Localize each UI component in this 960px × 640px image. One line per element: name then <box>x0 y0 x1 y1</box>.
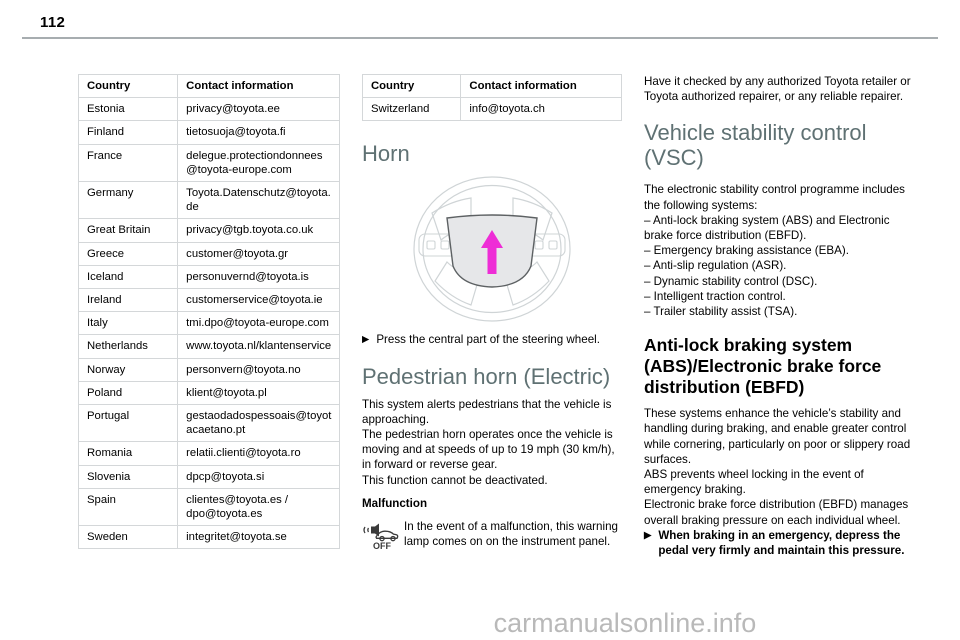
table-row <box>79 526 340 549</box>
table-row <box>79 182 340 219</box>
contact-table-middle <box>362 74 622 121</box>
site-watermark: carmanualsonline.info <box>493 608 757 638</box>
cell-country: Estonia <box>79 98 178 121</box>
cell-contact: privacy@tgb.toyota.co.uk <box>178 219 340 242</box>
vsc-list-item: – Emergency braking assistance (EBA). <box>644 244 849 258</box>
cell-country: Sweden <box>79 526 178 549</box>
warning-lamp-off-label: OFF <box>373 541 391 551</box>
table-body <box>79 98 340 549</box>
table-row <box>363 98 622 121</box>
abs-instruction-text: When braking in an emergency, depress the pedal very firmly and maintain this pressure. <box>658 528 905 558</box>
page-number: 112 <box>40 14 66 31</box>
cell-country: France <box>79 144 178 181</box>
pedestrian-paragraph-3: This function cannot be deactivated. <box>362 473 548 487</box>
column-header-contact: Contact information <box>461 75 622 98</box>
cell-contact: customerservice@toyota.ie <box>178 289 340 312</box>
cell-contact: www.toyota.nl/klantenservice <box>178 335 340 358</box>
pedestrian-horn-off-lamp-icon <box>362 519 400 555</box>
page-columns <box>0 74 960 634</box>
cell-contact: Toyota.Datenschutz@toyota.de <box>178 182 340 219</box>
table-row <box>79 98 340 121</box>
horn-instruction-text: Press the central part of the steering wheel. <box>376 333 600 347</box>
abs-instruction <box>644 528 916 558</box>
section-title-vsc: Vehicle stability control (VSC) <box>644 120 867 171</box>
table-row <box>79 242 340 265</box>
table-row <box>79 219 340 242</box>
vsc-list-item: – Anti-lock braking system (ABS) and Electronic brake force distribution (EBFD). <box>644 213 890 243</box>
malfunction-heading: Malfunction <box>362 496 428 510</box>
vsc-list-item: – Anti-slip regulation (ASR). <box>644 259 787 273</box>
table-row <box>79 312 340 335</box>
cell-contact: personuvernd@toyota.is <box>178 265 340 288</box>
repair-paragraph: Have it checked by any authorized Toyota retailer or Toyota authorized repairer, or any reliable repairer. <box>644 75 911 104</box>
table-row <box>79 121 340 144</box>
abs-paragraph-1: These systems enhance the vehicle’s stability and handling during braking, and enable greater control while cornering, particularly on poor or slippery road surfaces. <box>644 407 911 466</box>
column-header-contact: Contact information <box>178 75 340 98</box>
table-row <box>79 144 340 181</box>
steering-wheel-figure <box>362 174 622 324</box>
cell-country: Iceland <box>79 265 178 288</box>
cell-contact: integritet@toyota.se <box>178 526 340 549</box>
vsc-system-list <box>644 213 916 319</box>
cell-contact: gestaodadospessoais@toyotacaetano.pt <box>178 405 340 442</box>
cell-country: Poland <box>79 381 178 404</box>
table-row <box>79 358 340 381</box>
cell-country: Great Britain <box>79 219 178 242</box>
cell-contact: relatii.clienti@toyota.ro <box>178 442 340 465</box>
table-body <box>363 98 622 121</box>
table-row <box>79 442 340 465</box>
cell-country: Norway <box>79 358 178 381</box>
vsc-list-item: – Trailer stability assist (TSA). <box>644 305 798 319</box>
table-row <box>79 465 340 488</box>
table-header-row <box>79 75 340 98</box>
section-title-pedestrian-horn: Pedestrian horn (Electric) <box>362 363 611 389</box>
table-row <box>79 381 340 404</box>
steering-wheel-diagram <box>395 174 589 324</box>
table-row <box>79 265 340 288</box>
cell-contact: tietosuoja@toyota.fi <box>178 121 340 144</box>
table-row <box>79 488 340 525</box>
arrow-bullet-icon: ▶ <box>362 334 370 346</box>
vsc-list-item: – Dynamic stability control (DSC). <box>644 274 818 288</box>
table-row <box>79 289 340 312</box>
cell-country: Netherlands <box>79 335 178 358</box>
cell-country: Switzerland <box>363 98 461 121</box>
cell-country: Greece <box>79 242 178 265</box>
horn-instruction <box>362 332 622 347</box>
vsc-list-item: – Intelligent traction control. <box>644 289 786 303</box>
table-header-row <box>363 75 622 98</box>
cell-country: Ireland <box>79 289 178 312</box>
column-left <box>78 74 340 549</box>
column-middle <box>362 74 622 555</box>
cell-contact: privacy@toyota.ee <box>178 98 340 121</box>
vsc-intro-paragraph: The electronic stability control programme includes the following systems: <box>644 183 905 212</box>
column-header-country: Country <box>79 75 178 98</box>
malfunction-note-text: In the event of a malfunction, this warning lamp comes on on the instrument panel. <box>404 520 618 549</box>
cell-contact: customer@toyota.gr <box>178 242 340 265</box>
subsection-title-abs-ebfd: Anti-lock braking system (ABS)/Electronic brake force distribution (EBFD) <box>644 335 882 398</box>
cell-country: Slovenia <box>79 465 178 488</box>
cell-contact: personvern@toyota.no <box>178 358 340 381</box>
section-title-horn: Horn <box>362 141 410 167</box>
cell-country: Germany <box>79 182 178 219</box>
arrow-bullet-icon: ▶ <box>644 529 652 541</box>
pedestrian-paragraph-2: The pedestrian horn operates once the vehicle is moving and at speeds of up to 19 mph (30 km/h), in forward or reverse gear. <box>362 428 615 472</box>
header-rule <box>22 37 938 39</box>
cell-country: Italy <box>79 312 178 335</box>
cell-country: Finland <box>79 121 178 144</box>
column-header-country: Country <box>363 75 461 98</box>
malfunction-note <box>362 519 622 555</box>
cell-contact: klient@toyota.pl <box>178 381 340 404</box>
cell-country: Portugal <box>79 405 178 442</box>
cell-contact: info@toyota.ch <box>461 98 622 121</box>
pedestrian-paragraph-1: This system alerts pedestrians that the vehicle is approaching. <box>362 397 612 426</box>
abs-paragraph-2: ABS prevents wheel locking in the event of emergency braking. <box>644 468 864 497</box>
contact-table-left <box>78 74 340 549</box>
cell-country: Romania <box>79 442 178 465</box>
table-row <box>79 335 340 358</box>
cell-contact: clientes@toyota.es / dpo@toyota.es <box>178 488 340 525</box>
page-header <box>22 14 938 39</box>
cell-contact: tmi.dpo@toyota-europe.com <box>178 312 340 335</box>
cell-country: Spain <box>79 488 178 525</box>
cell-contact: delegue.protectiondonnees@toyota-europe.com <box>178 144 340 181</box>
abs-paragraph-3: Electronic brake force distribution (EBFD) manages overall braking pressure on each individual wheel. <box>644 498 909 527</box>
cell-contact: dpcp@toyota.si <box>178 465 340 488</box>
column-right <box>644 74 916 558</box>
table-row <box>79 405 340 442</box>
